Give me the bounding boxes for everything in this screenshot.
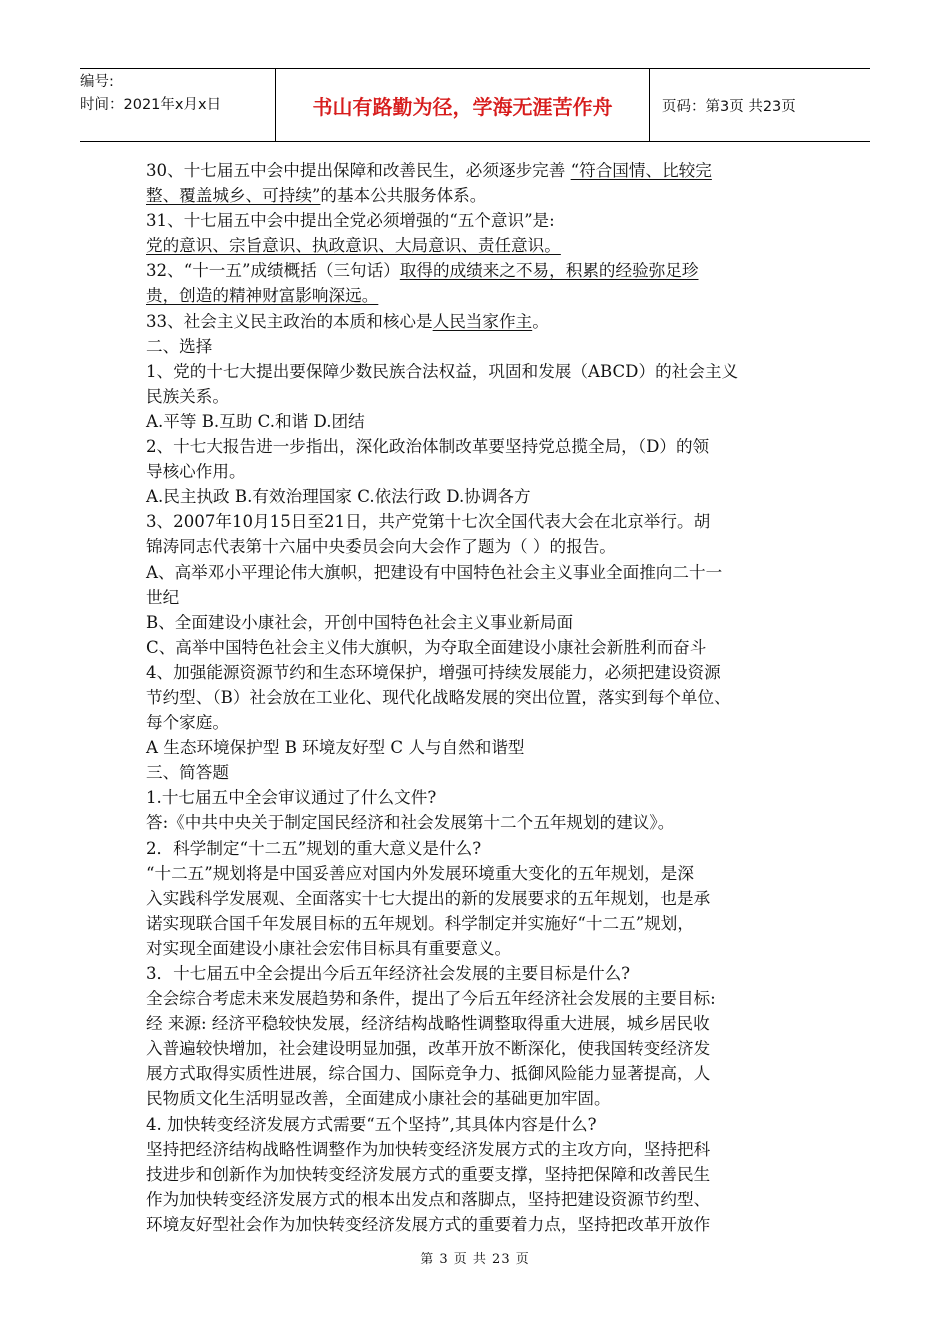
underlined-answer: “符合国情、比较完 <box>570 161 712 180</box>
header-meta <box>80 69 276 141</box>
text-line <box>146 760 818 785</box>
line-text: 诺实现联合国千年发展目标的五年规划。科学制定并实施好“十二五”规划， <box>146 913 694 933</box>
text-line <box>146 936 818 961</box>
line-text: C、高举中国特色社会主义伟大旗帜，为夺取全面建设小康社会新胜利而奋斗 <box>146 637 707 657</box>
text-line <box>146 183 818 208</box>
text-line <box>146 309 818 334</box>
text-line <box>146 434 818 459</box>
text-line <box>146 1137 818 1162</box>
underlined-answer: 人民当家作主 <box>432 311 533 331</box>
line-text: 入普遍较快增加，社会建设明显加强，改革开放不断深化，使我国转变经济发 <box>146 1039 711 1059</box>
text-line <box>146 1036 818 1061</box>
line-text: 答:《中共中央关于制定国民经济和社会发展第十二个五年规划的建议》。 <box>146 813 675 833</box>
line-text: 32、“十一五”成绩概括（三句话） <box>146 261 400 281</box>
header-page-number: 页码：第3页 共23页 <box>662 98 796 115</box>
line-text: 民物质文化生活明显改善，全面建成小康社会的基础更加牢固。 <box>146 1089 611 1109</box>
text-line <box>146 635 818 660</box>
text-line <box>146 685 818 710</box>
line-text: 2、十七大报告进一步指出，深化政治体制改革要坚持党总揽全局，（D）的领 <box>146 437 710 457</box>
line-text: 2．科学制定“十二五”规划的重大意义是什么? <box>146 838 482 858</box>
number-label: 编号: <box>80 74 114 90</box>
line-text: 1、党的十七大提出要保障少数民族合法权益，巩固和发展（ABCD）的社会主义 <box>146 361 739 381</box>
text-line <box>146 1061 818 1086</box>
text-line <box>146 861 818 886</box>
line-text: 每个家庭。 <box>146 713 229 733</box>
text-line <box>146 158 818 183</box>
line-text: 入实践科学发展观、全面落实十七大提出的新的发展要求的五年规划，也是承 <box>146 888 711 908</box>
text-line <box>146 785 818 810</box>
underlined-answer: 取得的成绩来之不易，积累的经验弥足珍 <box>399 261 699 281</box>
line-text: A.平等 B.互助 C.和谐 D.团结 <box>146 411 365 431</box>
text-line <box>146 836 818 861</box>
line-text: 的基本公共服务体系。 <box>320 186 487 206</box>
line-text: 4. 加快转变经济发展方式需要“五个坚持”,其具体内容是什么? <box>146 1114 597 1134</box>
text-line <box>146 1086 818 1111</box>
line-text: 33、社会主义民主政治的本质和核心是 <box>146 311 433 331</box>
line-text: 作为加快转变经济发展方式的根本出发点和落脚点，坚持把建设资源节约型、 <box>146 1189 711 1209</box>
line-text: 31、十七届五中会中提出全党必须增强的“五个意识”是: <box>146 211 555 231</box>
text-line <box>146 409 818 434</box>
text-line <box>146 208 818 233</box>
text-line <box>146 233 818 258</box>
text-line <box>146 911 818 936</box>
line-text: “十二五”规划将是中国妥善应对国内外发展环境重大变化的五年规划，是深 <box>146 863 694 883</box>
text-line <box>146 735 818 760</box>
text-line <box>146 384 818 409</box>
line-text: A、高举邓小平理论伟大旗帜，把建设有中国特色社会主义事业全面推向二十一 <box>146 562 723 582</box>
underlined-answer: 党的意识、宗旨意识、执政意识、大局意识、责任意识。 <box>146 236 561 256</box>
document-body <box>146 158 818 1237</box>
text-line <box>146 610 818 635</box>
line-text: 技进步和创新作为加快转变经济发展方式的重要支撑，坚持把保障和改善民生 <box>146 1164 711 1184</box>
text-line <box>146 1112 818 1137</box>
line-text: 锦涛同志代表第十六届中央委员会向大会作了题为（ ）的报告。 <box>146 537 616 557</box>
line-text: 民族关系。 <box>146 386 229 406</box>
line-text: B、全面建设小康社会，开创中国特色社会主义事业新局面 <box>146 612 574 632</box>
line-text: 1.十七届五中全会审议通过了什么文件? <box>146 788 437 808</box>
line-text: 坚持把经济结构战略性调整作为加快转变经济发展方式的主攻方向，坚持把科 <box>146 1139 711 1159</box>
line-text: 展方式取得实质性进展，综合国力、国际竞争力、抵御风险能力显著提高，人 <box>146 1064 711 1084</box>
header-motto: 书山有路勤为径，学海无涯苦作舟 <box>276 69 650 141</box>
text-line <box>146 459 818 484</box>
underlined-answer: 贵，创造的精神财富影响深远。 <box>146 286 379 306</box>
date-label: 时间：2021年x月x日 <box>80 97 222 113</box>
line-text: A 生态环境保护型 B 环境友好型 C 人与自然和谐型 <box>146 738 525 758</box>
text-line <box>146 961 818 986</box>
text-line <box>146 484 818 509</box>
line-text: 二、选择 <box>146 336 213 356</box>
line-text: 。 <box>532 311 549 331</box>
text-line <box>146 585 818 610</box>
line-text: 全会综合考虑未来发展趋势和条件，提出了今后五年经济社会发展的主要目标: <box>146 989 716 1009</box>
text-line <box>146 1212 818 1237</box>
text-line <box>146 1187 818 1212</box>
line-text: 三、简答题 <box>146 763 229 783</box>
line-text: 对实现全面建设小康社会宏伟目标具有重要意义。 <box>146 938 512 958</box>
text-line <box>146 1162 818 1187</box>
line-text: 3．十七届五中全会提出今后五年经济社会发展的主要目标是什么? <box>146 964 631 983</box>
text-line <box>146 710 818 735</box>
text-line <box>146 334 818 359</box>
line-text: 3、2007年10月15日至21日，共产党第十七次全国代表大会在北京举行。胡 <box>146 512 711 532</box>
line-text: 经 来源: 经济平稳较快发展，经济结构战略性调整取得重大进展，城乡居民收 <box>146 1014 710 1034</box>
text-line <box>146 1011 818 1036</box>
text-line <box>146 886 818 911</box>
line-text: 世纪 <box>146 587 180 607</box>
text-line <box>146 810 818 835</box>
text-line <box>146 986 818 1011</box>
line-text: 30、十七届五中会中提出保障和改善民生，必须逐步完善 <box>146 161 571 180</box>
line-text: 节约型、（B）社会放在工业化、现代化战略发展的突出位置，落实到每个单位、 <box>146 687 731 707</box>
page-header <box>80 68 870 142</box>
line-text: A.民主执政 B.有效治理国家 C.依法行政 D.协调各方 <box>146 487 531 507</box>
text-line <box>146 509 818 534</box>
text-line <box>146 258 818 283</box>
text-line <box>146 534 818 559</box>
underlined-answer: 整、覆盖城乡、可持续” <box>146 186 321 206</box>
text-line <box>146 560 818 585</box>
line-text: 导核心作用。 <box>146 462 246 482</box>
text-line <box>146 660 818 685</box>
text-line <box>146 359 818 384</box>
line-text: 环境友好型社会作为加快转变经济发展方式的重要着力点，坚持把改革开放作 <box>146 1214 711 1234</box>
text-line <box>146 283 818 308</box>
line-text: 4、加强能源资源节约和生态环境保护，增强可持续发展能力，必须把建设资源 <box>146 662 721 682</box>
page-footer: 第 3 页 共 23 页 <box>420 1252 530 1267</box>
